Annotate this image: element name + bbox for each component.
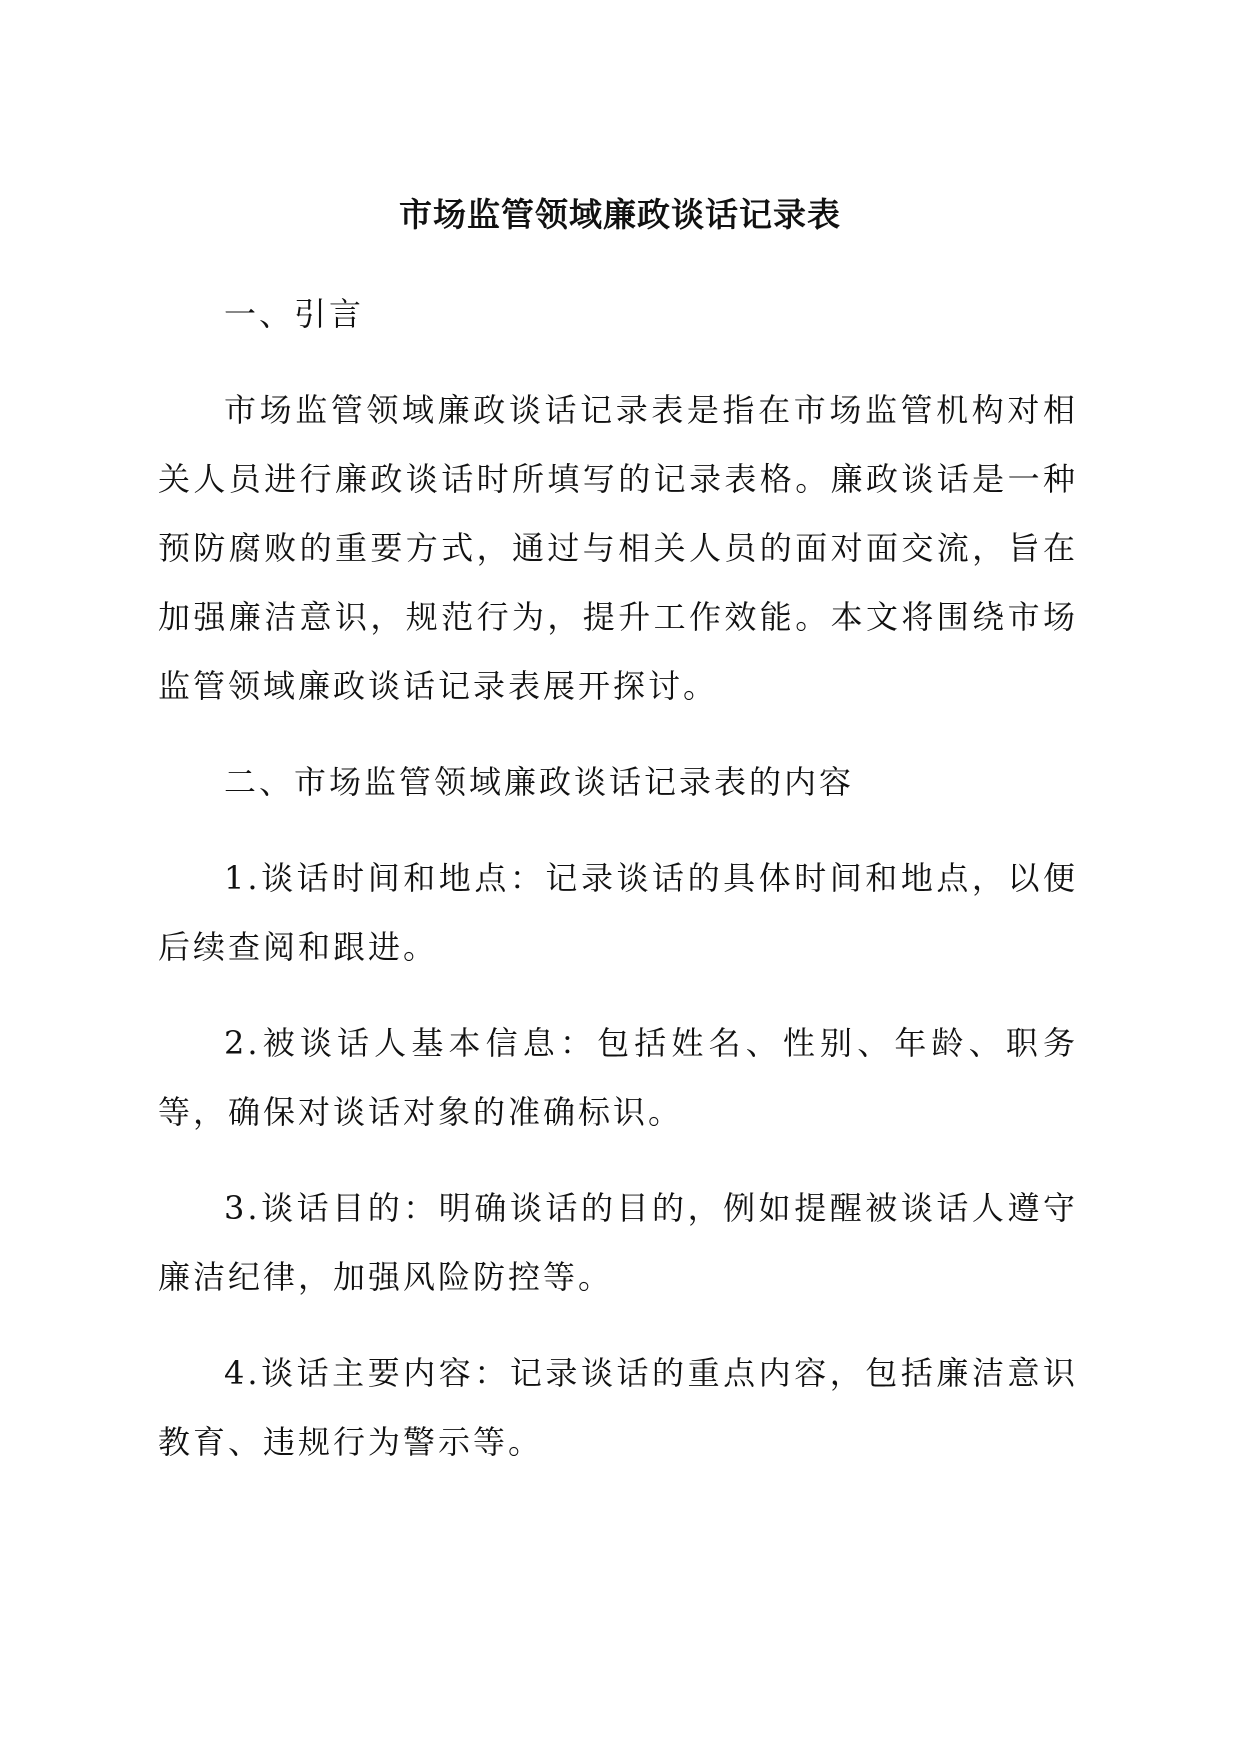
list-item-basic-info: 2.被谈话人基本信息：包括姓名、性别、年龄、职务等，确保对谈话对象的准确标识。 [158,1024,1078,1131]
intro-paragraph: 市场监管领域廉政谈话记录表是指在市场监管机构对相关人员进行廉政谈话时所填写的记录表格。廉政谈话是一种预防腐败的重要方式，通过与相关人员的面对面交流，旨在加强廉洁意识，规范行为，提升工作效能。本文将围绕市场监管领域廉政谈话记录表展开探讨。 [158,391,1078,705]
list-item-time-location: 1.谈话时间和地点：记录谈话的具体时间和地点，以便后续查阅和跟进。 [158,859,1078,966]
list-item-purpose: 3.谈话目的：明确谈话的目的，例如提醒被谈话人遵守廉洁纪律，加强风险防控等。 [158,1189,1078,1296]
section-heading-intro: 一、引言 [224,295,365,333]
list-item-main-content: 4.谈话主要内容：记录谈话的重点内容，包括廉洁意识教育、违规行为警示等。 [158,1354,1078,1461]
document-body [158,280,1078,1504]
section-heading-content: 二、市场监管领域廉政谈话记录表的内容 [224,763,855,801]
document-title: 市场监管领域廉政谈话记录表 [399,195,841,234]
